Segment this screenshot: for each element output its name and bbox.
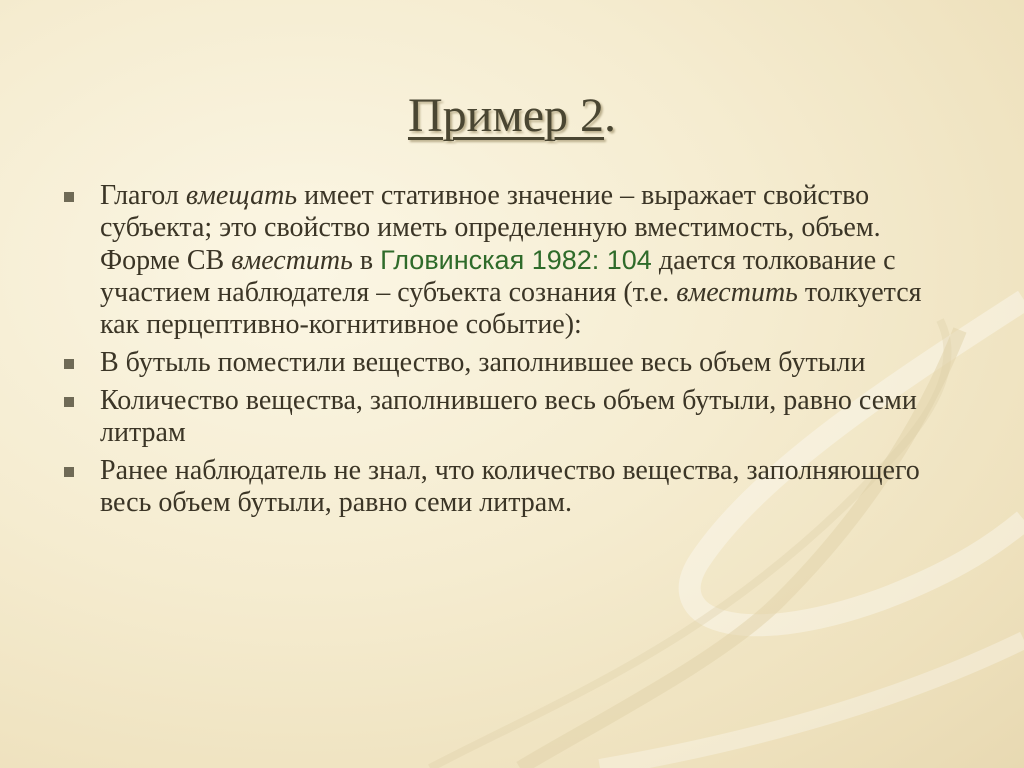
bullet-item <box>62 385 962 449</box>
italic-term: вмещать <box>185 180 298 211</box>
bullet-text: толкуется как перцептивно-когнитивное событие): <box>100 277 922 340</box>
citation-reference: Гловинская 1982: 104 <box>380 245 652 275</box>
bullet-text: Глагол <box>100 180 186 211</box>
italic-term: вместить <box>676 277 798 308</box>
bullet-text: В бутыль поместили вещество, заполнившее весь объем бутыли <box>100 347 866 378</box>
bullet-text: в <box>352 245 381 276</box>
bullet-text: имеет стативное значение – выражает свойство субъекта; это свойство иметь определенную вместимость, объем. Форме СВ <box>100 180 881 276</box>
bullet-list <box>62 180 962 525</box>
square-bullet-icon <box>64 192 74 202</box>
bullet-text: Количество вещества, заполнившего весь объем бутыли, равно семи литрам <box>100 385 917 448</box>
slide-title <box>0 88 1024 143</box>
slide-title-dot: . <box>604 89 617 142</box>
bullet-text: дается толкование с участием наблюдателя – субъекта сознания (т.е. <box>100 245 896 308</box>
square-bullet-icon <box>64 397 74 407</box>
square-bullet-icon <box>64 359 74 369</box>
italic-term: вместить <box>231 245 353 276</box>
square-bullet-icon <box>64 467 74 477</box>
bullet-item <box>62 455 962 519</box>
bullet-text: Ранее наблюдатель не знал, что количество вещества, заполняющего весь объем бутыли, равно семи литрам. <box>100 455 920 518</box>
slide-title-text: Пример 2 <box>407 89 605 142</box>
bullet-item <box>62 347 962 379</box>
bullet-item <box>62 180 962 341</box>
